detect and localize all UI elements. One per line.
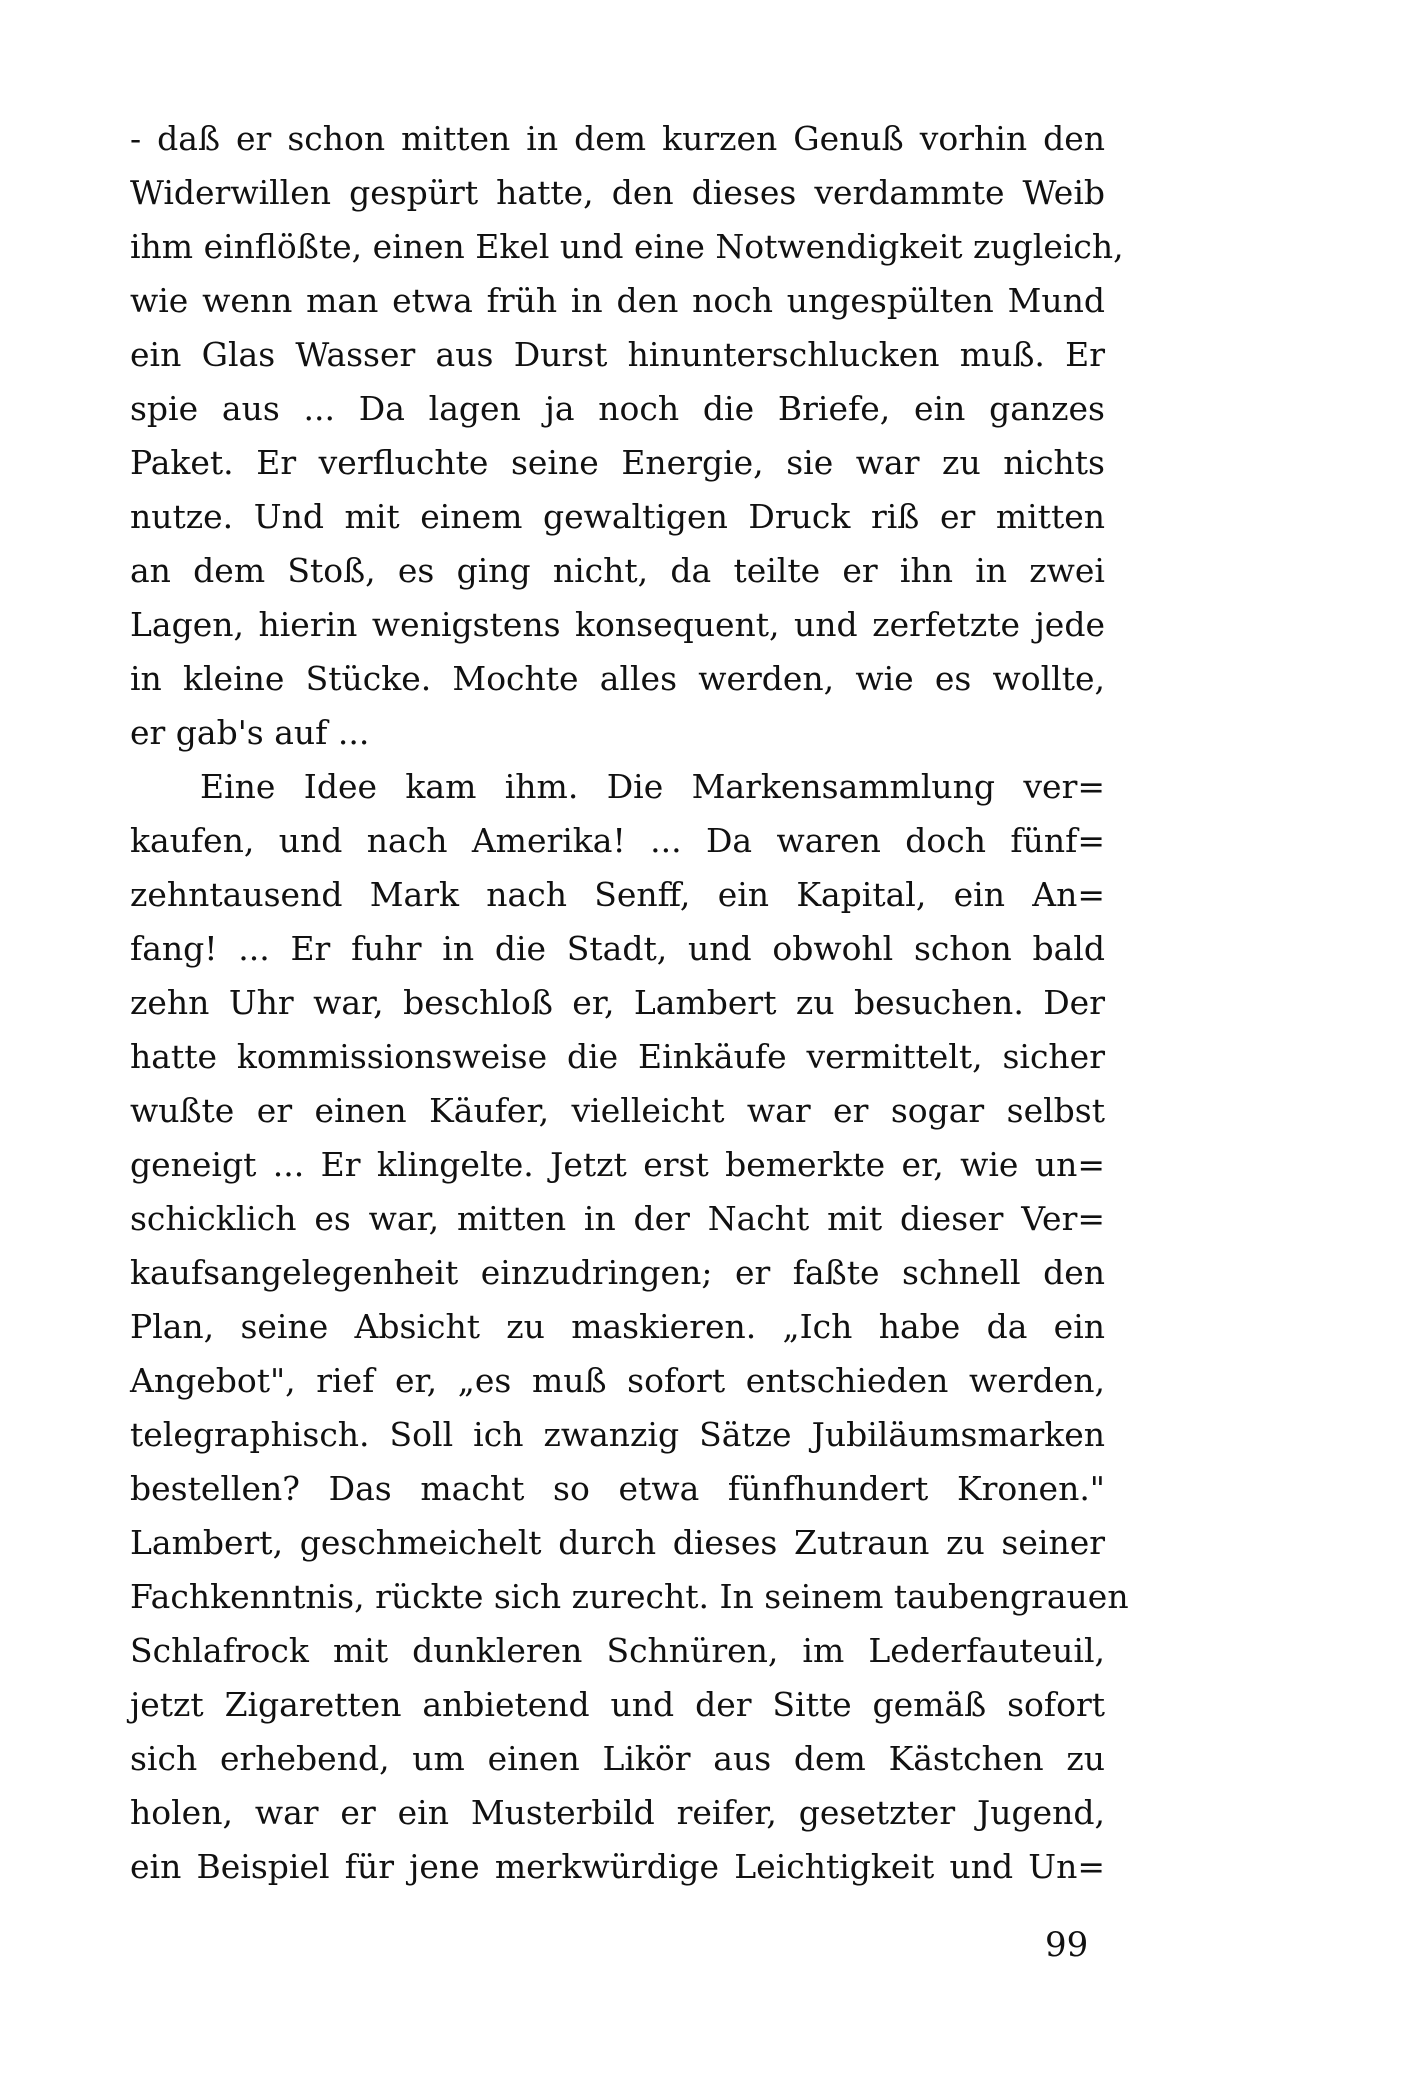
text-line: telegraphisch. Soll ich zwanzig Sätze Jubiläumsmarken [130,1415,1105,1454]
body-text [130,112,1129,1894]
text-line: Eine Idee kam ihm. Die Markensammlung ver= [200,767,1105,806]
text-line: schicklich es war, mitten in der Nacht mit dieser Ver= [130,1199,1105,1238]
text-line: ein Beispiel für jene merkwürdige Leichtigkeit und Un= [130,1847,1105,1886]
text-line: spie aus ... Da lagen ja noch die Briefe, ein ganzes [130,389,1105,428]
text-line: Lagen, hierin wenigstens konsequent, und zerfetzte jede [130,605,1105,644]
text-line: Lambert, geschmeichelt durch dieses Zutraun zu seiner [130,1523,1105,1562]
text-line: Widerwillen gespürt hatte, den dieses verdammte Weib [130,173,1105,212]
text-line: Fachkenntnis, rückte sich zurecht. In seinem taubengrauen [130,1577,1129,1616]
text-line: Schlafrock mit dunkleren Schnüren, im Lederfauteuil, [130,1631,1105,1670]
text-line: wußte er einen Käufer, vielleicht war er sogar selbst [130,1091,1105,1130]
text-line: in kleine Stücke. Mochte alles werden, wie es wollte, [130,659,1105,698]
text-line: bestellen? Das macht so etwa fünfhundert Kronen." [130,1469,1105,1508]
text-line: er gab's auf ... [130,713,370,752]
text-line: kaufen, und nach Amerika! ... Da waren doch fünf= [130,821,1105,860]
text-line: nutze. Und mit einem gewaltigen Druck riß er mitten [130,497,1105,536]
page-number: 99 [1045,1925,1089,1965]
text-line: fang! ... Er fuhr in die Stadt, und obwohl schon bald [130,929,1105,968]
text-line: hatte kommissionsweise die Einkäufe vermittelt, sicher [130,1037,1105,1076]
text-line: holen, war er ein Musterbild reifer, gesetzter Jugend, [130,1793,1105,1832]
text-line: geneigt ... Er klingelte. Jetzt erst bemerkte er, wie un= [130,1145,1105,1184]
text-line: Paket. Er verfluchte seine Energie, sie war zu nichts [130,443,1105,482]
text-line: an dem Stoß, es ging nicht, da teilte er ihn in zwei [130,551,1105,590]
text-line: wie wenn man etwa früh in den noch ungespülten Mund [130,281,1105,320]
text-line: Plan, seine Absicht zu maskieren. „Ich habe da ein [130,1307,1105,1346]
text-line: - daß er schon mitten in dem kurzen Genuß vorhin den [130,119,1105,158]
text-line: kaufsangelegenheit einzudringen; er faßte schnell den [130,1253,1105,1292]
text-line: ein Glas Wasser aus Durst hinunterschlucken muß. Er [130,335,1105,374]
text-line: ihm einflößte, einen Ekel und eine Notwendigkeit zugleich, [130,227,1124,266]
text-line: zehntausend Mark nach Senff, ein Kapital, ein An= [130,875,1105,914]
text-line: jetzt Zigaretten anbietend und der Sitte gemäß sofort [130,1685,1105,1724]
text-line: sich erhebend, um einen Likör aus dem Kästchen zu [130,1739,1105,1778]
text-line: zehn Uhr war, beschloß er, Lambert zu besuchen. Der [130,983,1105,1022]
text-line: Angebot", rief er, „es muß sofort entschieden werden, [130,1361,1105,1400]
